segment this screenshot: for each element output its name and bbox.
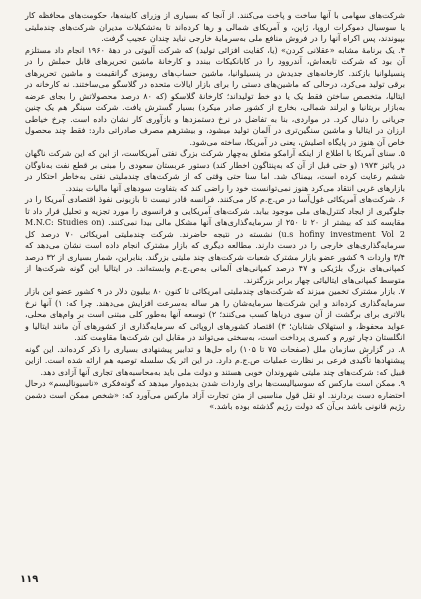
paragraph-1: شرکت‌های سهامی با آنها ساخت و پاخت می‌کنند. از آنجا که بسیاری از وزرای کابینه‌ها، حکومت‌های محافظه کار یا سوسیال دموکرات اروپا، ژاپن، و آمریکای شمالی و رها کرده‌اند تا به‌تشکیلات مدیران شرکت‌های چندملیتی بپیوندند، پس اکراه آنها را در فروش منافع ملی به‌سرمایهٔ خارجی نباید چندان عجیب گرفت. [25, 11, 405, 43]
text-column [25, 10, 405, 413]
page-number: ۱۱۹ [20, 574, 39, 585]
paragraph-6: ۶. شرکت‌های آمریکائی غول‌آسا در ص.ج.م کار می‌کنند. فرانسه قادر نیست تا بازبونی نفوذ اقتصادی آمریکا را در جلوگیری از ایجاد کنترل‌های ملی موجود بیابد. شرکت‌های آمریکایی و فرانسوی را مورد تجزیه و تحلیل قرار داد تا مقایسه کند که بیشتر از ۲۰ تا ۲۵۰ از سرمایه‌گذاری‌های آنها مشکل مالی بیدا نمی‌کنند. (M.N.C: Studies on u.s hofiny investment Vol 2) نشسته در نتیجه حاضرند. شرکت چندملیتی امریکائی ۷۰ درصد کل سرمایه‌گذاری‌های خارجی را در دست دارند. مطالعه دیگری که بازار مشترک انجام داده است نشان می‌دهد که ۳/۴ واردات ۹ کشور عضو بازار مشترک شعبات شرکت‌های چند ملیتی بزرگند. بنابراین، شمار بسیاری از ۳۲ درصد کمپانی‌های بزرگ بلژیکی و ۴۷ درصد کمپانی‌های آلمانی به‌ص.ج.م وابسته‌اند. در ایتالیا این گونه شرکت‌ها از متوسط کمپانی‌های ایتالیائی چهار برابر بزرگترند. [25, 195, 405, 285]
paragraph-4: ۴. یک برنامهٔ مشابه «عقلانی کردن» (یا، کفایت افزائی تولید) که شرکت آلیوتی در دههٔ ۱۹۶۰ انجام داد مستلزم آن بود که شرکت تابعه‌اش، آندروود را در کابانکیکات ببندد و کارخانهٔ ماشین تحریرهای قابل حملش را در پنسیلوانیا بازکند. کارخانه‌های جدیدش در پنسیلوانیا، ماشین حساب‌های رومیزی گرانقیمت و ماشین تحریرهای برقی تولید می‌کرد، درحالی که ماشین‌های دستی را برای بازار ایالات متحده در گلاسگو می‌ساختند. نه کارخانه در ایتالیا، متخصص ساختن فقط یک یا دو خط تولیداند؛ کارخانهٔ گلاسکو (که ۸۰ درصد محصولاتش را بجای عرضه به‌بازار بریتانیا و ایرلند شمالی، بخارج از کشور صادر میکرد) بسیار گسترش یافت. شرکت سینگر هم یک چنین جریانی را دنبال کرد. در مواردی، بنا به تفاضل در نرخ دستمزدها و بازآوری کار نشان داده است. چرخ خیاطی ارزان در ایتالیا و ماشین سنگین‌تری در آلمان تولید میشود، و بیشترهم مصرف صادراتی دارد: فقط چند محصول خاص آن هنوز در پایگاه اصلیش، یعنی در آمریکا، ساخته می‌شود. [25, 45, 405, 147]
paragraph-8: ۸. در گزارش سازمان ملل (صفحات ۷۵ تا ۱۰۵) راه حل‌ها و تدابیر پیشنهادی بسیاری را ذکر کرده‌اند. این گونه پیشنهادها تأکیدی فرعی بر نظارت عملیات ص.ج.م دارد. در این اثر یک سلسله توصیه هم ارائه شده است. ازاین قبیل که: شرکت‌های چند ملیتی شهروندان خوبی هستند و دولت ملی باید به‌محاسبه‌های تجاری آنها آزادی دهد. [25, 344, 405, 377]
paragraph-7: ۷. بازار مشترک تخمین میزند که شرکت‌های چندملیتی امریکائی تا کنون ۸۰ بیلیون دلار در ۹ کشور عضو این بازار سرمایه‌گذاری کرده‌اند و این شرکت‌ها سرمایه‌شان را هر ساله به‌سرعت افزایش می‌دهند. چرا که: ۱) آنها نرخ بالاتری برای برگشت از آن سوی دریاها کسب می‌کنند؛ ۲) توسعه آنها به‌طور کلی مبتنی است بر وام‌های محلی، عواید محفوظ، و استهلاک شتابان؛ ۳) اقتصاد کشورهای اروپائی که سرمایه‌گذاری از کشورهای آن مانند ایتالیا و انگلستان دچار تورم و کسری پرداخت است، به‌سختی می‌تواند در مقابل این شرکت‌ها مقاومت کند. [25, 287, 405, 342]
paragraph-5: ۵. سنای آمریکا با اطلاع از اینکه آرامکو متعلق به‌چهار شرکت بزرگ نفتی آمریکاست، از این که این شرکت ناگهان در پائیز ۱۹۷۳ (و حتی قبل از آن که به‌پنتاگون اخطار کند) دستور عربستان سعودی را مبنی بر قطع نفت به‌ناوگان ششم رعایت کرده است، بیمناک شد. اما سنا حتی وقتی که از شرکت‌های چندملیتی نفتی به‌خاطر احتکار در بازارهای غربی انتقاد می‌کرد هنوز نمی‌توانست خود را راضی کند که بتفاوت سودها‌ی آنها مالیات ببندد. [25, 149, 406, 193]
paragraph-9: ۹. ممکن است مارکس که سوسیالیست‌ها برای واردات شدن بدیده‌وار میدهد که گونه‌فکری «ناسیونالیسم» درحال احتضاره دست بردارند. او نقل قول مناسبی از متن تجارت آزاد مارکس می‌آورد که: «شخص ممکن است دشمن رژیم قانونی باشد بی‌آن که دولت رژیم گذشته بوده باشد.» [25, 379, 405, 411]
